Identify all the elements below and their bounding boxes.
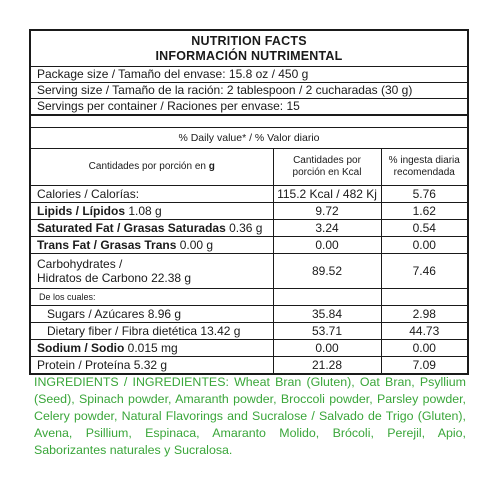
nutrient-label: Sugars / Azúcares 8.96 g [31, 306, 273, 323]
nutrient-kcal: 9.72 [273, 203, 381, 220]
nutrient-pct: 44.73 [381, 323, 467, 340]
nutrient-amount: 0.015 mg [124, 341, 178, 355]
table-header [31, 149, 467, 186]
nutrient-name: Lipids / Lípidos [37, 204, 125, 218]
table-row [31, 323, 467, 340]
nutrient-pct: 5.76 [381, 186, 467, 203]
nutrient-amount: 0.00 g [176, 238, 214, 252]
table-row [31, 289, 467, 306]
header-prefix: Cantidades por porción en [88, 161, 209, 172]
header-unit: g [208, 161, 215, 172]
nutrient-kcal: 89.52 [273, 254, 381, 289]
nutrient-kcal: 21.28 [273, 357, 381, 374]
table-row [31, 220, 467, 237]
nutrient-kcal: 53.71 [273, 323, 381, 340]
nutrient-kcal: 3.24 [273, 220, 381, 237]
nutrient-label [31, 254, 273, 289]
nutrient-name: Trans Fat / Grasas Trans [37, 238, 177, 252]
nutrient-label [31, 340, 273, 357]
nutrient-pct: 7.46 [381, 254, 467, 289]
nutrient-kcal: 115.2 Kcal / 482 Kj [273, 186, 381, 203]
table-row [31, 306, 467, 323]
nutrient-label [31, 203, 273, 220]
nutrient-label: Dietary fiber / Fibra dietética 13.42 g [31, 323, 273, 340]
nutrient-amount: 1.08 g [125, 204, 162, 218]
nutrient-label [31, 237, 273, 254]
nutrient-pct: 0.54 [381, 220, 467, 237]
subgroup-label: De los cuales: [31, 289, 273, 306]
nutrient-pct: 0.00 [381, 340, 467, 357]
serving-size: Serving size / Tamaño de la ración: 2 tablespoon / 2 cucharadas (30 g) [31, 83, 467, 99]
nutrient-amount: 0.36 g [225, 221, 263, 235]
nutrient-kcal: 0.00 [273, 340, 381, 357]
package-size: Package size / Tamaño del envase: 15.8 oz / 450 g [31, 67, 467, 83]
nutrient-name: Saturated Fat / Grasas Saturadas [37, 221, 226, 235]
spacer [31, 116, 467, 128]
nutrient-name: Sodium / Sodio [37, 341, 125, 355]
table-row [31, 203, 467, 220]
daily-value-note: % Daily value* / % Valor diario [31, 128, 467, 149]
table-row [31, 340, 467, 357]
nutrient-pct: 0.00 [381, 237, 467, 254]
header-daily-intake: % ingesta diaria recomendada [381, 149, 467, 186]
table-row [31, 237, 467, 254]
nutrient-label: Calories / Calorías: [31, 186, 273, 203]
table-row [31, 254, 467, 289]
ingredients-text: INGREDIENTS / INGREDIENTES: Wheat Bran (Gluten), Oat Bran, Psyllium (Seed), Spinach powder, Amaranth powder, Broccoli powder, Parsley powder, Celery powder, Natural Flavorings and Sucralose / Salvado de Trigo (Gluten), Avena, Psillium, Espinaca, Amaranto Molido, Brócoli, Perejil, Apio, Saborizantes naturales y Sucralosa. [34, 375, 466, 457]
panel-titles [31, 31, 467, 67]
nutrient-pct: 1.62 [381, 203, 467, 220]
table-row [31, 186, 467, 203]
header-kcal: Cantidades por porción en Kcal [273, 149, 381, 186]
title-english: NUTRITION FACTS [191, 34, 307, 48]
nutrient-kcal: 0.00 [273, 237, 381, 254]
nutrient-name-es: Hidratos de Carbono 22.38 g [37, 271, 192, 285]
title-spanish: INFORMACIÓN NUTRIMENTAL [155, 49, 343, 63]
nutrient-kcal: 35.84 [273, 306, 381, 323]
nutrient-pct: 7.09 [381, 357, 467, 374]
nutrient-pct: 2.98 [381, 306, 467, 323]
servings-per-container: Servings per container / Raciones per envase: 15 [31, 99, 467, 116]
nutrient-label [31, 220, 273, 237]
table-row [31, 357, 467, 374]
header-quantity-per-serving [31, 149, 273, 186]
nutrient-table [31, 149, 467, 373]
empty-cell [273, 289, 381, 306]
nutrition-facts-panel [29, 29, 469, 375]
nutrient-label: Protein / Proteína 5.32 g [37, 358, 168, 372]
empty-cell [381, 289, 467, 306]
nutrient-name: Carbohydrates / [37, 257, 123, 271]
